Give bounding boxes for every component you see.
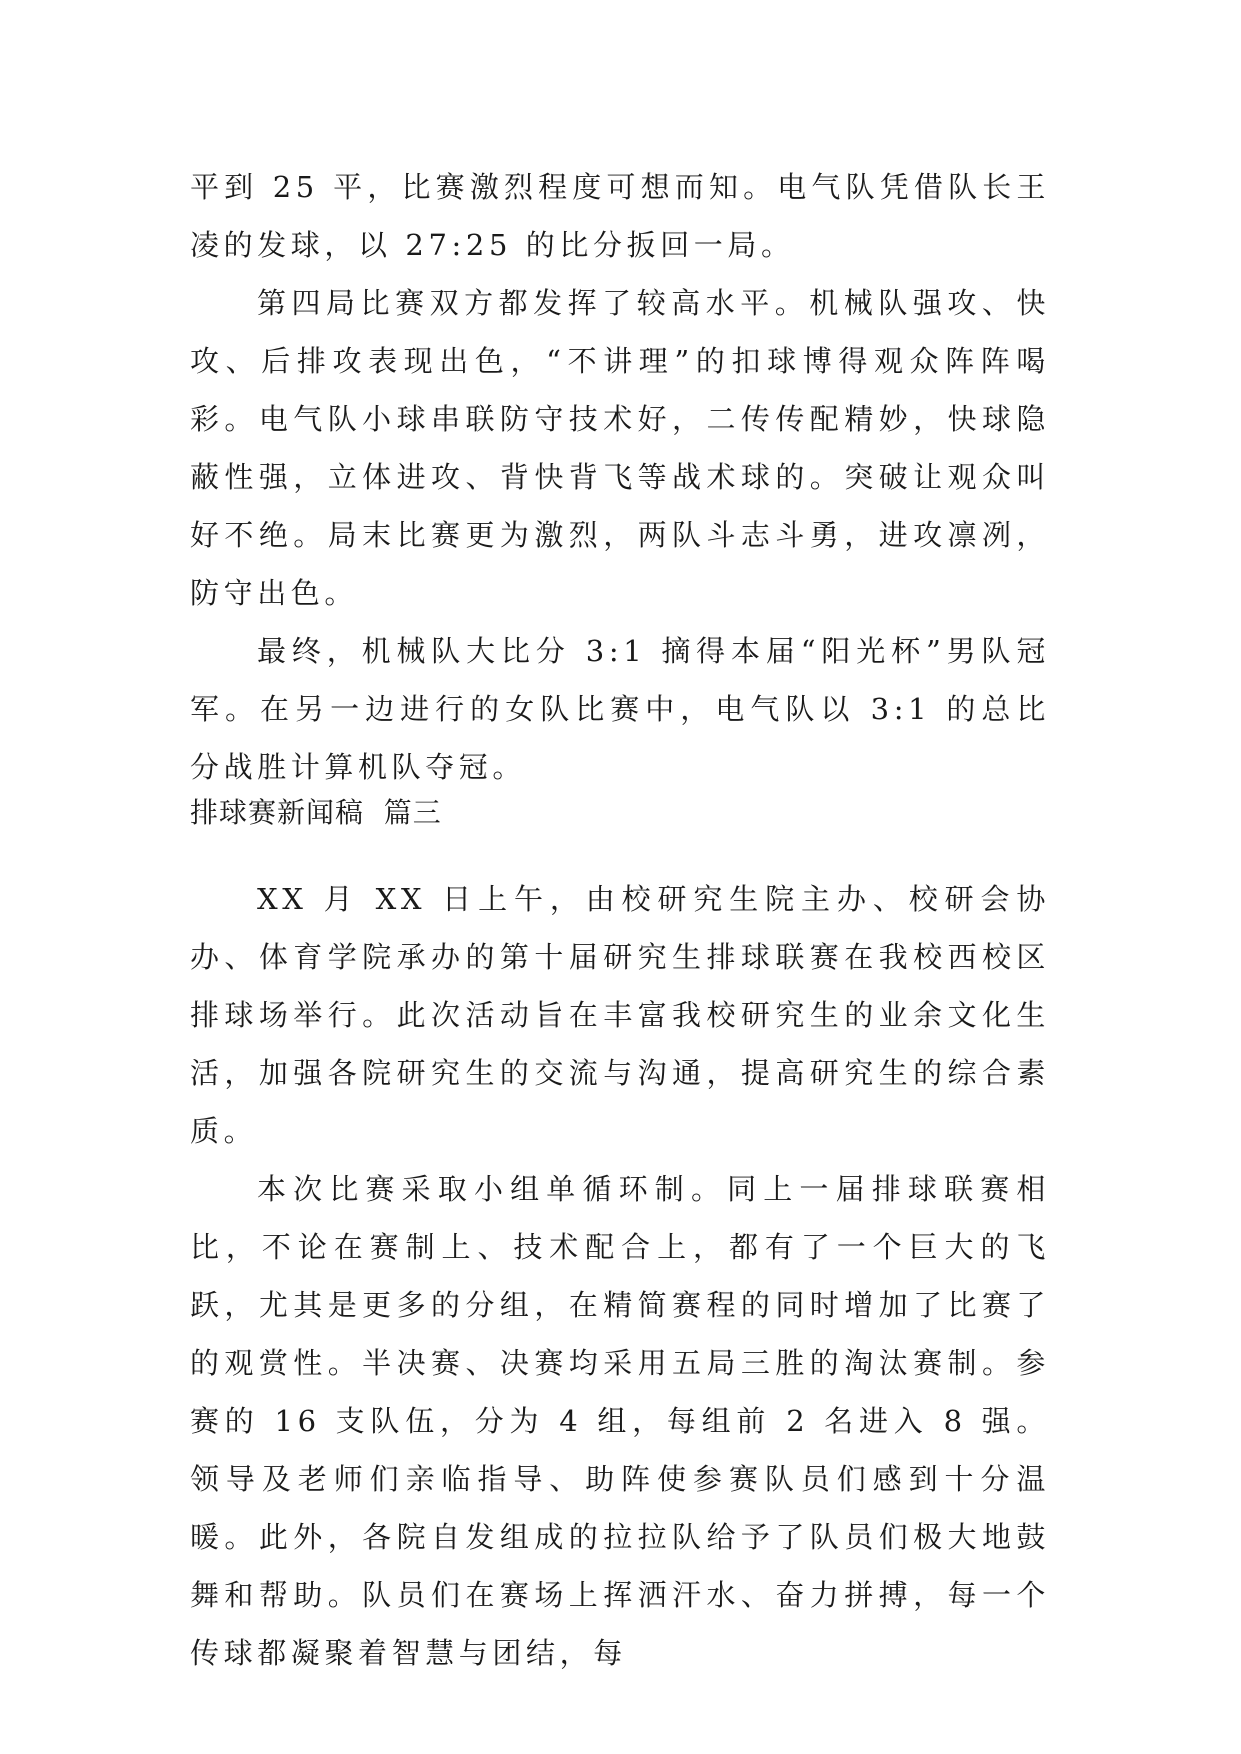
- section-heading: 排球赛新闻稿 篇三: [190, 796, 442, 829]
- paragraph-event-intro: XX 月 XX 日上午，由校研究生院主办、校研会协办、体育学院承办的第十届研究生排球联赛在我校西校区排球场举行。此次活动旨在丰富我校研究生的业余文化生活，加强各院研究生的交流与沟通，提高研究生的综合素质。: [190, 882, 1050, 1148]
- paragraph-continued: 平到 25 平，比赛激烈程度可想而知。电气队凭借队长王凌的发球，以 27:25 的比分扳回一局。: [190, 170, 1050, 262]
- paragraph-competition-format: 本次比赛采取小组单循环制。同上一届排球联赛相比，不论在赛制上、技术配合上，都有了一个巨大的飞跃，尤其是更多的分组，在精简赛程的同时增加了比赛了的观赏性。半决赛、决赛均采用五局三胜的淘汰赛制。参赛的 16 支队伍，分为 4 组，每组前 2 名进入 8 强。领导及老师们亲临指导、助阵使参赛队员们感到十分温暖。此外，各院自发组成的拉拉队给予了队员们极大地鼓舞和帮助。队员们在赛场上挥洒汗水、奋力拼搏，每一个传球都凝聚着智慧与团结，每: [190, 1172, 1050, 1670]
- section-one-body: [190, 158, 1050, 796]
- section-two-body: [190, 870, 1050, 1682]
- paragraph-final-result: 最终，机械队大比分 3:1 摘得本届“阳光杯”男队冠军。在另一边进行的女队比赛中，电气队以 3:1 的总比分战胜计算机队夺冠。: [190, 634, 1050, 784]
- paragraph-fourth-set: 第四局比赛双方都发挥了较高水平。机械队强攻、快攻、后排攻表现出色，“不讲理”的扣球博得观众阵阵喝彩。电气队小球串联防守技术好，二传传配精妙，快球隐蔽性强，立体进攻、背快背飞等战术球的。突破让观众叫好不绝。局末比赛更为激烈，两队斗志斗勇，进攻凛冽，防守出色。: [190, 286, 1050, 610]
